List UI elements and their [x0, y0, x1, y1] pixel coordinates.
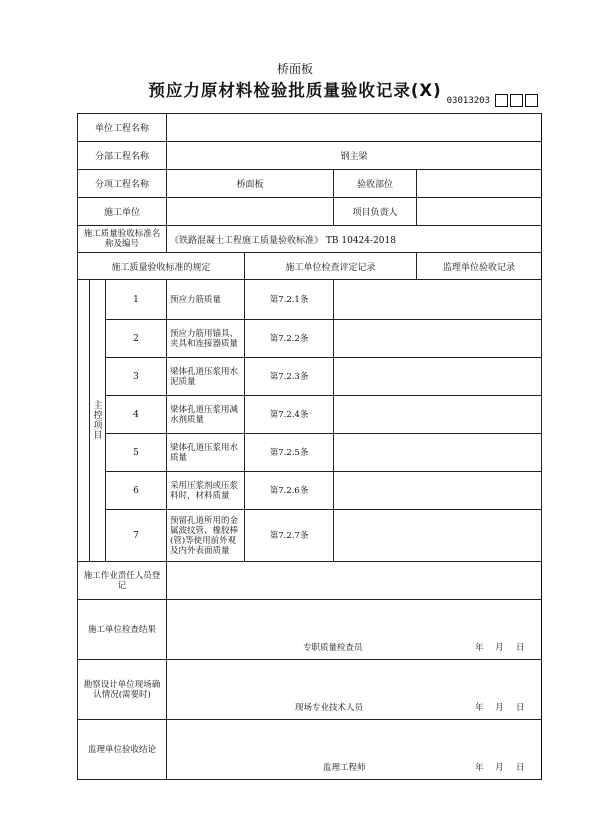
item-clause: 第7.2.4条: [245, 396, 334, 434]
design-confirm-value[interactable]: [167, 660, 542, 720]
item-clause: 第7.2.5条: [245, 434, 334, 472]
item-requirement: 预应力筋用锚具、夹具和连接器质量: [167, 320, 245, 358]
acceptance-record-table: [77, 113, 542, 780]
item-number: 6: [106, 472, 167, 510]
date-year: 年: [475, 763, 484, 773]
division-value[interactable]: 钢主梁: [167, 142, 542, 170]
column-header-supervisor-record: 监理单位验收记录: [417, 253, 542, 280]
contractor-result-value[interactable]: [167, 600, 542, 660]
item-contractor-record[interactable]: [334, 320, 542, 358]
contractor-value[interactable]: [167, 198, 334, 226]
column-header-contractor-check: 施工单位检查评定记录: [245, 253, 417, 280]
code-box-2[interactable]: [510, 94, 523, 107]
document-title: 预应力原材料检验批质量验收记录(X): [148, 81, 442, 100]
item-requirement: 梁体孔道压浆用减水剂质量: [167, 396, 245, 434]
item-contractor-record[interactable]: [334, 358, 542, 396]
quality-inspector-label: 专职质量检查员: [303, 643, 363, 653]
supervisor-conclusion-label: 监理单位验收结论: [78, 720, 167, 780]
work-staff-label: 施工作业责任人员登记: [78, 562, 167, 600]
subdivision-value[interactable]: 桥面板: [167, 170, 334, 198]
date-year: 年: [475, 703, 484, 713]
document-subtitle: 桥面板: [276, 62, 313, 76]
item-requirement: 梁体孔道压浆用水泥质量: [167, 358, 245, 396]
project-manager-label: 项目负责人: [334, 198, 417, 226]
item-clause: 第7.2.7条: [245, 510, 334, 562]
division-label: 分部工程名称: [78, 142, 167, 170]
main-control-label: 主控项目: [90, 280, 106, 562]
contractor-result-label: 施工单位检查结果: [78, 600, 167, 660]
acceptance-part-value[interactable]: [417, 170, 542, 198]
date-day: 日: [516, 703, 525, 713]
item-clause: 第7.2.2条: [245, 320, 334, 358]
item-number: 5: [106, 434, 167, 472]
date-month: 月: [495, 703, 504, 713]
unit-project-label: 单位工程名称: [78, 114, 167, 142]
work-staff-value[interactable]: [167, 562, 542, 600]
date-day: 日: [516, 763, 525, 773]
item-number: 3: [106, 358, 167, 396]
project-manager-value[interactable]: [417, 198, 542, 226]
item-contractor-record[interactable]: [334, 396, 542, 434]
item-number: 1: [106, 280, 167, 320]
site-engineer-label: 现场专业技术人员: [295, 703, 364, 713]
date-day: 日: [516, 643, 525, 653]
item-number: 2: [106, 320, 167, 358]
subdivision-label: 分项工程名称: [78, 170, 167, 198]
item-requirement: 预留孔道所用的金属波纹管、橡胶棒(管)等使用前外观及内外表面质量: [167, 510, 245, 562]
item-clause: 第7.2.3条: [245, 358, 334, 396]
date-month: 月: [495, 763, 504, 773]
item-requirement: 预应力筋质量: [167, 280, 245, 320]
item-contractor-record[interactable]: [334, 280, 542, 320]
item-clause: 第7.2.6条: [245, 472, 334, 510]
supervising-engineer-label: 监理工程师: [323, 763, 366, 773]
item-contractor-record[interactable]: [334, 510, 542, 562]
date-month: 月: [495, 643, 504, 653]
date-year: 年: [475, 643, 484, 653]
code-box-1[interactable]: [495, 94, 508, 107]
left-margin-cell: [78, 280, 90, 562]
item-number: 7: [106, 510, 167, 562]
acceptance-part-label: 验收部位: [334, 170, 417, 198]
item-number: 4: [106, 396, 167, 434]
code-box-3[interactable]: [525, 94, 538, 107]
column-header-spec: 施工质量验收标准的规定: [78, 253, 245, 280]
supervisor-conclusion-value[interactable]: [167, 720, 542, 780]
standard-label: 施工质量验收标准名称及编号: [78, 226, 167, 253]
contractor-label: 施工单位: [78, 198, 167, 226]
item-contractor-record[interactable]: [334, 472, 542, 510]
item-contractor-record[interactable]: [334, 434, 542, 472]
item-requirement: 梁体孔道压浆用水质量: [167, 434, 245, 472]
item-clause: 第7.2.1条: [245, 280, 334, 320]
form-code-row: [447, 94, 538, 107]
design-confirm-label: 勘察设计单位现场确认情况(需要时): [78, 660, 167, 720]
standard-value[interactable]: 《铁路混凝土工程施工质量验收标准》 TB 10424-2018: [167, 226, 542, 253]
item-requirement: 采用压浆剂或压浆料时，材料质量: [167, 472, 245, 510]
form-code: 03013203: [446, 95, 490, 106]
unit-project-value[interactable]: [167, 114, 542, 142]
